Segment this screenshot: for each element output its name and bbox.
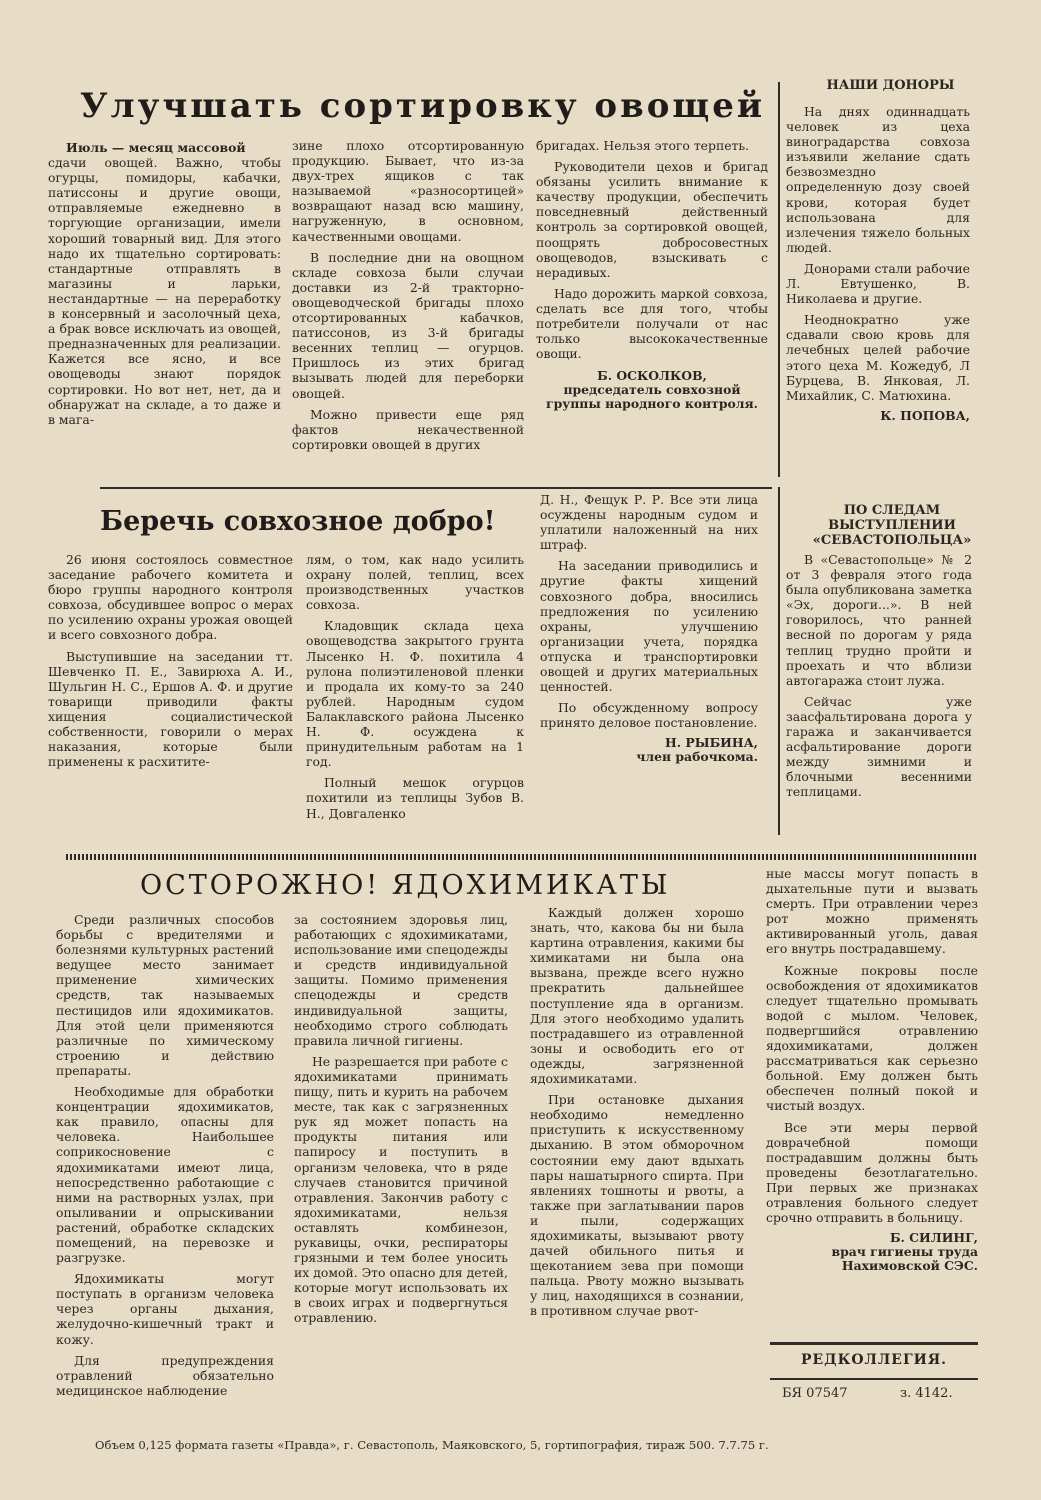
dotted-separator — [66, 854, 976, 860]
column-divider-2 — [778, 487, 780, 835]
article3-col3-p1: Каждый должен хорошо знать, что, какова бы ни была картина отравления, какими бы химикатами ни была она вызвана, прежде всего нужно прекратить дальнейшее поступление яда в организм. Для этого необходимо удалить пострадавшего из отравленной зоны и освободить его от одежды, загрязненной ядохимикатами. — [530, 905, 744, 1087]
article2-col3 — [540, 492, 758, 842]
donors-p3: Неоднократно уже сдавали свою кровь для лечебных целей рабочие этого цеха М. Кожедуб, Л Бурцева, В. Янковая, Л. Михайлик, С. Матюхина. — [786, 312, 970, 403]
article2-col3-p2: На заседании приводились и другие факты хищений совхозного добра, вносились предложения по усилению охраны, улучшению организации учета, порядка отпуска и транспортировки овощей и других материальных ценностей. — [540, 558, 758, 695]
article3-col1-p3: Ядохимикаты могут поступать в организм человека через органы дыхания, желудочно-кишечный тракт и кожу. — [56, 1271, 274, 1347]
article3-col4-p2: Кожные покровы после освобождения от ядохимикатов следует тщательно промывать водой с мылом. Человек, подвергшийся отравлению ядохимикатами, должен рассматриваться как серьезно больной. Ему должен быть обеспечен полный покой и чистый воздух. — [766, 962, 978, 1114]
article3-signature-role: врач гигиены труда Нахимовской СЭС. — [831, 1244, 978, 1274]
article1-col2-p3: Можно привести еще ряд фактов некачественной сортировки овощей в других — [292, 406, 524, 452]
article2-col1-p1: 26 июня состоялось совместное заседание рабочего комитета и бюро группы народного контроля совхоза, обсудившее вопрос о мерах по усилению охраны урожая овощей и всего совхозного добра. — [48, 552, 293, 643]
donors-p2: Донорами стали рабочие Л. Евтушенко, В. Николаева и другие. — [786, 260, 970, 307]
article3-col1 — [56, 912, 274, 1424]
article1-col3-p1: бригадах. Нельзя этого терпеть. — [536, 138, 750, 153]
article3-signature-name: Б. СИЛИНГ, — [889, 1230, 978, 1246]
article1-col2-p1: зине плохо отсортированную продукцию. Бывает, что из-за двух-трех ящиков с так называемой «разносортицей» возвращают назад всю машину, нагруженную, в основном, качественными овощами. — [292, 138, 524, 244]
article3-col1-p1: Среди различных способов борьбы с вредителями и болезнями культурных растений ведущее место занимает применение химических средств, так называемых пестицидов или ядохимикатов. Для этой цели применяются различные по химическому строению и действию препараты. — [56, 912, 274, 1078]
article1-col3-p3: Надо дорожить маркой совхоза, сделать все для того, чтобы потребители получали от нас только высококачественные овощи. — [536, 285, 768, 362]
followup-p2: Сейчас уже заасфальтирована дорога у гаража и заканчивается асфальтирование дороги между зимними и блочными весенними теплицами. — [786, 693, 972, 800]
article3-headline: ОСТОРОЖНО! ЯДОХИМИКАТЫ — [140, 870, 671, 901]
article2-col2-p3: Полный мешок огурцов похитили из теплицы Зубов В. Н., Довгаленко — [306, 775, 524, 821]
section-divider-1 — [100, 487, 772, 489]
donors-p1: На днях одиннадцать человек из цеха виноградарства совхоза изъявили желание сдать безвозмездно определенную дозу своей крови, которая будет использована для излечения тяжело больных людей. — [786, 104, 970, 255]
article3-col1-p4: Для предупреждения отравлений обязательно медицинское наблюдение — [56, 1352, 274, 1398]
article1-col2-p2: В последние дни на овощном складе совхоза были случаи доставки из 2-й тракторно-овощеводческой бригады плохо отсортированных кабачков, патиссонов, из 3-й бригады весенних теплиц — огурцов. Пришлось из этих бригад вызывать людей для переборки овощей. — [292, 249, 524, 401]
editorial-label: РЕДКОЛЛЕГИЯ. — [800, 1352, 948, 1368]
footer-imprint: Объем 0,125 формата газеты «Правда», г. Севастополь, Маяковского, 5, гортипография, тираж 500. 7.7.75 г. — [95, 1438, 769, 1452]
donors-title: НАШИ ДОНОРЫ — [826, 78, 955, 93]
article2-col3-p3: По обсужденному вопросу принято деловое постановление. — [540, 700, 758, 731]
article1-col3-p2: Руководители цехов и бригад обязаны усилить внимание к качеству продукции, обеспечить повседневный действенный контроль за сортировкой овощей, поощрять добросовестных овощеводов, взыскивать с нерадивых. — [536, 159, 768, 280]
article1-col2 — [292, 138, 524, 478]
article2-col1-p2: Выступившие на заседании тт. Шевченко П. Е., Завирюха А. И., Шульгин Н. С., Ершов А. Ф. и другие товарищи приводили факты хищения социалистической собственности, говорили о мерах наказания, которые были применены к расхитите- — [48, 648, 293, 770]
followup-title: ПО СЛЕДАМ ВЫСТУПЛЕНИИ «СЕВАСТОПОЛЬЦА» — [812, 503, 972, 548]
article3-col4-p3: Все эти меры первой доврачебной помощи пострадавшим должны быть проведены безотлагательно. При первых же признаках отравления больного следует срочно отправить в больницу. — [766, 1119, 978, 1226]
donors-signature: К. ПОПОВА, — [880, 407, 970, 423]
article2-col2-p1: лям, о том, как надо усилить охрану полей, теплиц, всех производственных участков совхоза. — [306, 552, 524, 613]
article3-col2-p1: за состоянием здоровья лиц, работающих с ядохимикатами, использование ими спецодежды и средств индивидуальной защиты. Помимо применения спецодежды и средств индивидуальной защиты, необходимо строго соблюдать правила личной гигиены. — [294, 912, 508, 1048]
article2-col1 — [48, 552, 293, 842]
article3-col2-p2: Не разрешается при работе с ядохимикатами принимать пищу, пить и курить на рабочем месте, так как с загрязненных рук яд может попасть на продукты питания или папиросу и поступить в организм человека, что в ряде случаев становится причиной отравления. Закончив работу с ядохимикатами, нельзя оставлять комбинезон, рукавицы, очки, респираторы грязными и тем более уносить их домой. Это опасно для детей, которые могут использовать их в своих играх и подвергнуться отравлению. — [294, 1053, 508, 1326]
followup-body — [786, 552, 972, 836]
article3-col3-p2: При остановке дыхания необходимо немедленно приступить к искусственному дыханию. В этом обморочном состоянии ему дают вдыхать пары нашатырного спирта. При явлениях тошноты и рвоты, а также при заглатывании паров и пыли, содержащих ядохимикаты, вызывают рвоту дачей обильного питья и щекотанием зева при помощи пальца. Рвоту можно вызывать у лиц, находящихся в сознании, в противном случае рвот- — [530, 1092, 744, 1319]
article3-col3 — [530, 905, 744, 1424]
donors-body — [786, 104, 970, 474]
article1-headline: Улучшать сортировку овощей — [80, 86, 766, 126]
article1-col1-text: сдачи овощей. Важно, чтобы огурцы, помидоры, кабачки, патиссоны и другие овощи, отправляемые ежедневно в торгующие организации, имели хороший товарный вид. Для этого надо их тщательно сортировать: стандартные отправлять в магазины и ларьки, нестандартные — на переработку в консервный и засолочный цеха, а брак вовсе исключать из овощей, предназначенных для реализации. Кажется все ясно, и все овощеводы знают порядок сортировки. Но вот нет, нет, да и обнаружат на складе, а то даже и в мага- — [48, 155, 281, 427]
article1-col3 — [536, 138, 768, 478]
article2-signature-name: Н. РЫБИНА, — [665, 735, 758, 751]
article2-col3-p1: Д. Н., Фещук Р. Р. Все эти лица осуждены народным судом и уплатили наложенный на них штраф. — [540, 492, 758, 553]
column-divider — [778, 82, 780, 477]
editorial-order: з. 4142. — [900, 1386, 953, 1401]
article1-signature-name: Б. ОСКОЛКОВ, — [597, 368, 707, 384]
article1-col1 — [48, 140, 281, 475]
article1-signature-role: председатель совхозной группы народного контроля. — [546, 382, 758, 412]
editorial-code: БЯ 07547 — [782, 1386, 848, 1401]
followup-p1: В «Севастопольце» № 2 от 3 февраля этого года была опубликована заметка «Эх, дороги...». В ней говорилось, что ранней весной по дорогам у ряда теплиц трудно пройти и проехать и что вблизи автогаража стоит лужа. — [786, 552, 972, 688]
article2-signature-role: член рабочкома. — [636, 749, 758, 765]
article2-col2-p2: Кладовщик склада цеха овощеводства закрытого грунта Лысенко Н. Ф. похитила 4 рулона полиэтиленовой пленки и продала их кому-то за 240 рублей. Народным судом Балаклавского района Лысенко Н. Ф. осуждена к принудительным работам на 1 год. — [306, 618, 524, 770]
article3-col1-p2: Необходимые для обработки концентрации ядохимикатов, как правило, опасны для человека. Наибольшее соприкосновение с ядохимикатами имеют лица, непосредственно работающие с ними на растворных узлах, при опыливании и опрыскивании растений, обработке складских помещений, на перевозке и разгрузке. — [56, 1084, 274, 1266]
article2-col2 — [306, 552, 524, 842]
article1-lead: Июль — месяц массовой — [66, 140, 246, 155]
article3-col4 — [766, 866, 978, 1326]
article3-col2 — [294, 912, 508, 1424]
article2-headline: Беречь совхозное добро! — [100, 506, 496, 537]
editorial-rule-bottom — [770, 1378, 978, 1380]
editorial-rule-top — [770, 1342, 978, 1345]
article3-col4-p1: ные массы могут попасть в дыхательные пути и вызвать смерть. При отравлении через рот можно применять активированный уголь, давая его внутрь пострадавшему. — [766, 866, 978, 957]
